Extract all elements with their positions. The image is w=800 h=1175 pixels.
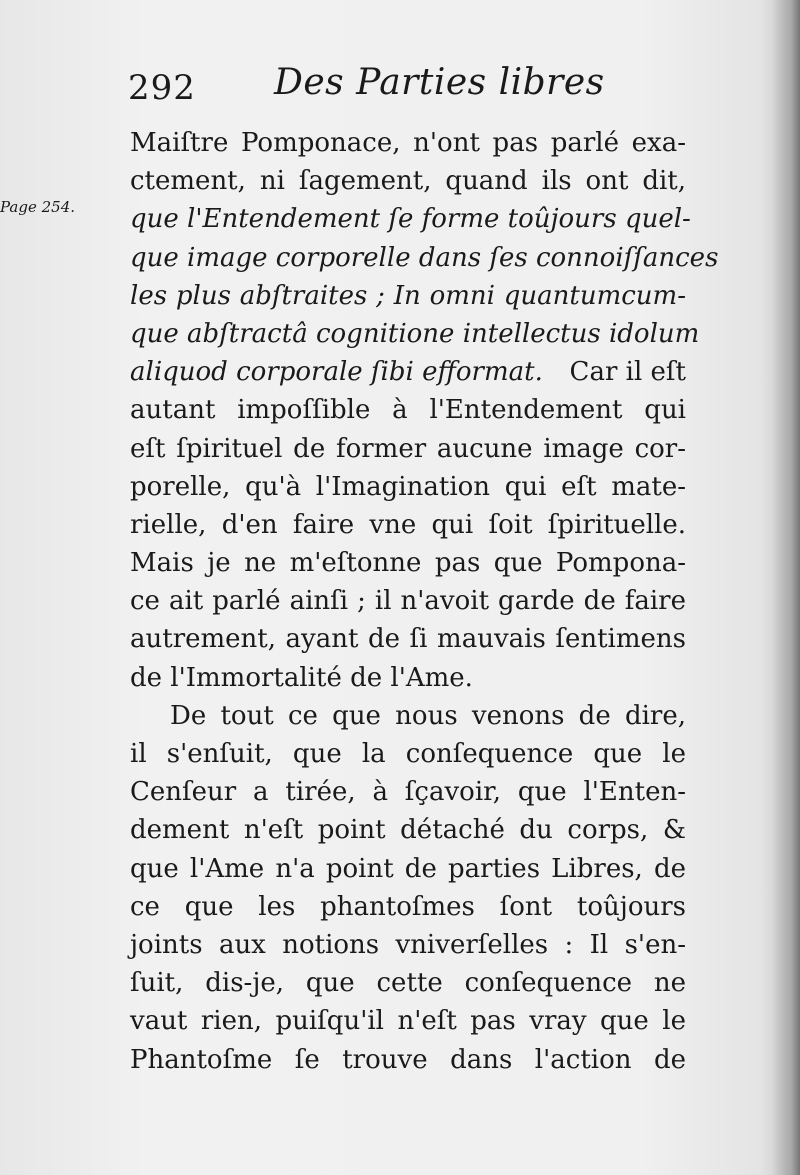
text-line: de l'Immortalité de l'Ame.: [130, 662, 473, 693]
text-line: que image corporelle dans ſes connoiſſances: [130, 242, 719, 273]
text-line: Mais je ne m'eſtonne pas que Pompona-: [130, 548, 686, 579]
text-segment: Car il eſt: [569, 357, 686, 388]
text-line: Maiſtre Pomponace, n'ont pas parlé exa-: [130, 128, 686, 158]
text-line: ce que les phantoſmes ſont toûjours: [130, 891, 686, 922]
text-line: les plus abſtraites ; In omni quantumcum-: [130, 280, 686, 311]
text-line: De tout ce que nous venons de dire,: [170, 700, 686, 731]
text-line: que l'Ame n'a point de parties Libres, de: [130, 853, 686, 884]
text-line: eſt ſpirituel de former aucune image cor-: [130, 433, 686, 464]
text-line: autant impoſſible à l'Entendement qui: [130, 395, 686, 426]
text-line: porelle, qu'à l'Imagination qui eſt mate-: [130, 471, 686, 502]
text-line: dement n'eſt point détaché du corps, &: [130, 815, 686, 846]
page-gutter-shadow: [772, 0, 800, 1175]
text-line: il s'enſuit, que la conſequence que le: [130, 739, 686, 769]
text-line: Cenſeur a tirée, à ſçavoir, que l'Enten-: [130, 777, 686, 808]
text-line: rielle, d'en faire vne qui ſoit ſpirituelle.: [130, 509, 686, 540]
text-line: [130, 353, 686, 391]
margin-note: Page 254.: [0, 198, 76, 216]
text-line: que abſtractâ cognitione intellectus idolum: [130, 318, 700, 349]
text-line: Phantoſme ſe trouve dans l'action de: [130, 1044, 686, 1075]
text-segment: aliquod corporale ſibi efformat.: [130, 357, 543, 388]
text-line: que l'Entendement ſe forme toûjours quel-: [130, 204, 691, 235]
text-line: ſuit, dis-je, que cette conſequence ne: [130, 968, 686, 999]
text-line: joints aux notions vniverſelles : Il s'en-: [130, 929, 686, 960]
page-number: 292: [128, 68, 196, 108]
text-line: autrement, ayant de ſi mauvais ſentimens: [130, 624, 686, 655]
page-header: [128, 56, 668, 116]
body-text: [130, 124, 719, 1079]
running-title: Des Parties libres: [274, 62, 605, 103]
text-line: vaut rien, puiſqu'il n'eſt pas vray que le: [130, 1006, 686, 1037]
text-line: ce ait parlé ainſi ; il n'avoit garde de faire: [130, 586, 686, 617]
text-line: ctement, ni ſagement, quand ils ont dit,: [130, 166, 686, 197]
